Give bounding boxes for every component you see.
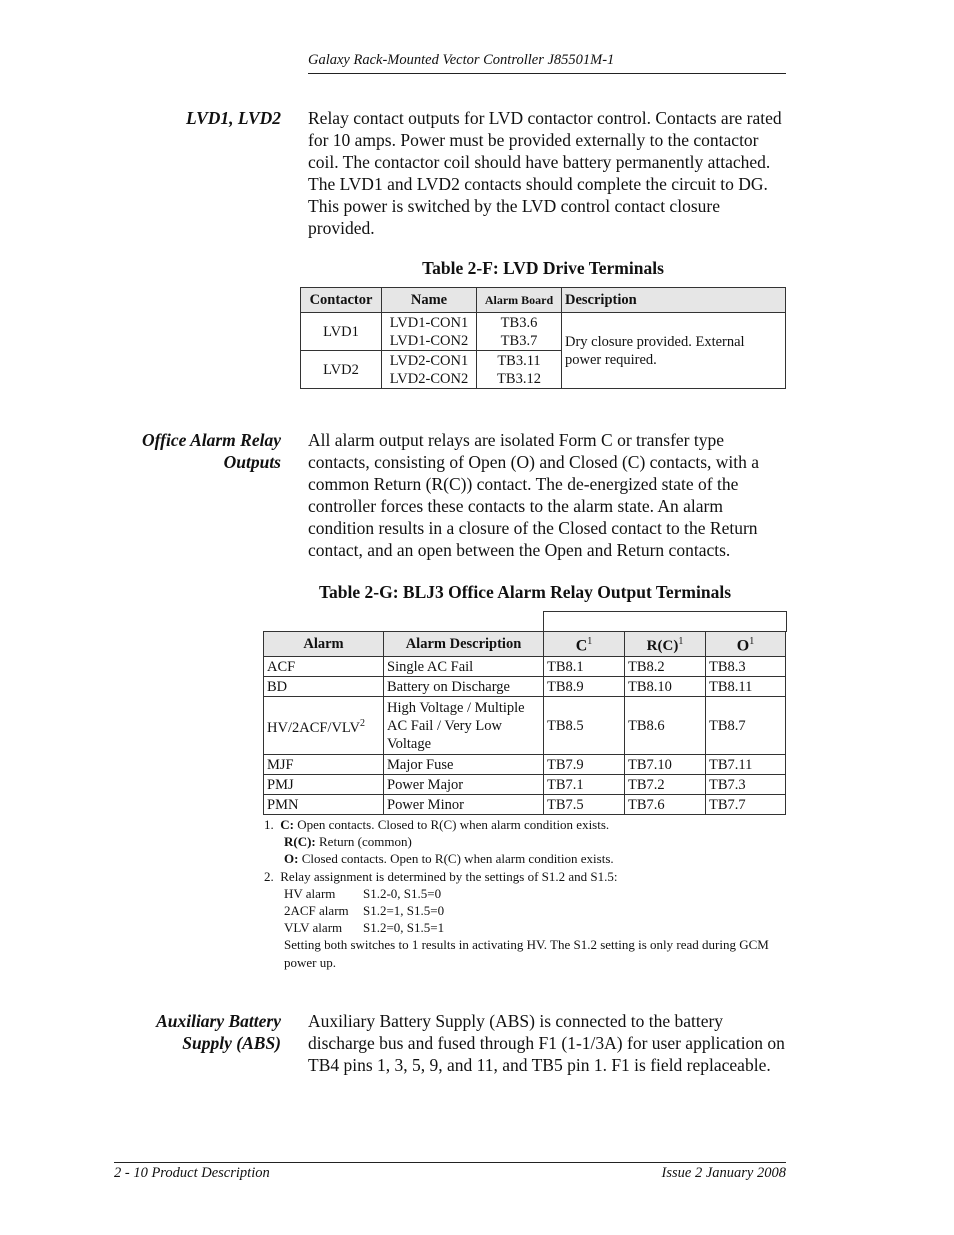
header-alarm: Alarm: [264, 632, 384, 657]
setting-label: 2ACF alarm: [284, 903, 349, 919]
header-contactor: Contactor: [301, 288, 382, 313]
setting-row: [264, 902, 794, 919]
setting-label: HV alarm: [284, 885, 336, 901]
name-value: LVD1-CON1: [389, 314, 469, 331]
header-alarm-board: Alarm Board: [477, 288, 562, 313]
rc-cell: TB7.2: [625, 775, 706, 795]
name-cell: [382, 313, 477, 351]
header-description: Description: [562, 288, 786, 313]
terminal-cell: [477, 313, 562, 351]
alarm-description-cell: Single AC Fail: [384, 657, 544, 677]
alarm-value: HV/2ACF/VLV: [267, 719, 360, 736]
note-text: Return (common): [319, 834, 412, 850]
note-text: Relay assignment is determined by the settings of S1.2 and S1.5:: [280, 868, 618, 884]
table-row: [264, 755, 786, 775]
o-cell: TB7.11: [706, 755, 786, 775]
name-cell: [382, 351, 477, 389]
table-f-caption: Table 2-F: LVD Drive Terminals: [422, 258, 664, 278]
heading-line: Outputs: [223, 452, 281, 472]
note-text: Setting both switches to 1 results in activating HV. The S1.2 setting is only read during GCM power up.: [284, 937, 769, 970]
o-cell: TB7.3: [706, 775, 786, 795]
footnote-ref: 2: [359, 717, 365, 729]
section-heading-lvd: LVD1, LVD2: [186, 108, 281, 128]
group-header-box: [543, 611, 787, 632]
rc-cell: TB8.10: [625, 677, 706, 697]
note-text: Open contacts. Closed to R(C) when alarm condition exists.: [297, 817, 610, 832]
c-cell: TB8.1: [544, 657, 625, 677]
name-value: LVD2-CON1: [389, 352, 469, 369]
o-cell: TB8.3: [706, 657, 786, 677]
setting-label: VLV alarm: [284, 920, 343, 936]
o-cell: TB8.11: [706, 677, 786, 697]
heading-line: Supply (ABS): [182, 1033, 281, 1053]
note-text: Closed contacts. Open to R(C) when alarm condition exists.: [301, 851, 614, 867]
note-2: [264, 868, 794, 885]
o-cell: TB7.7: [706, 795, 786, 815]
c-cell: TB8.9: [544, 677, 625, 697]
table-row: [264, 677, 786, 697]
office-alarm-relay-table: [263, 631, 786, 815]
contactor-cell: LVD1: [301, 313, 382, 351]
c-cell: TB7.9: [544, 755, 625, 775]
table-row: [301, 313, 786, 351]
note-term: O:: [284, 851, 299, 867]
name-value: LVD2-CON2: [389, 370, 469, 387]
abs-body-text: Auxiliary Battery Supply (ABS) is connected to the battery discharge bus and fused through F1 (1-1/3A) for user application on TB4 pins 1, 3, 5, 9, and 11, and TB5 pin 1. F1 is field replaceable.: [308, 1011, 785, 1075]
footnote-ref: 1: [678, 636, 684, 647]
footer-issue-date: Issue 2 January 2008: [661, 1165, 786, 1181]
alarm-cell: PMN: [264, 795, 384, 815]
name-value: LVD1-CON2: [389, 332, 469, 349]
section-heading-abs: [81, 1010, 281, 1054]
alarm-cell: [264, 697, 384, 755]
rc-cell: TB7.10: [625, 755, 706, 775]
alarm-description-cell: Major Fuse: [384, 755, 544, 775]
table-notes: [264, 816, 794, 971]
table-row: [264, 657, 786, 677]
setting-value: S1.2=0, S1.5=1: [363, 920, 445, 936]
footer-page-label: 2 - 10 Product Description: [114, 1165, 270, 1181]
running-header: Galaxy Rack-Mounted Vector Controller J85501M-1: [308, 52, 786, 74]
section-heading-office-alarm: [81, 429, 281, 473]
header-rc-label: R(C): [646, 638, 679, 654]
header-c: [544, 632, 625, 657]
table-header-row: [264, 632, 786, 657]
note-number: 2.: [264, 868, 274, 884]
header-rc: [625, 632, 706, 657]
header-o-label: O: [736, 637, 750, 655]
note-number: 1.: [264, 817, 274, 832]
heading-line: Office Alarm Relay: [141, 430, 281, 450]
lvd-drive-terminals-table: [300, 287, 786, 389]
setting-row: [264, 885, 794, 902]
terminal-value: TB3.12: [497, 370, 541, 387]
lvd-body-text: Relay contact outputs for LVD contactor control. Contacts are rated for 10 amps. Power must be provided externally to the contactor coil. The contactor coil should have battery permanently attached. The LVD1 and LVD2 contacts should complete the circuit to DG. This power is switched by the LVD control contact closure provided.: [308, 108, 782, 238]
header-alarm-description: Alarm Description: [384, 632, 544, 657]
c-cell: TB8.5: [544, 697, 625, 755]
terminal-value: TB3.11: [497, 352, 541, 369]
table-row: [264, 697, 786, 755]
header-c-label: C: [575, 637, 588, 655]
note-term: R(C):: [284, 834, 316, 850]
rc-cell: TB8.2: [625, 657, 706, 677]
setting-value: S1.2-0, S1.5=0: [363, 885, 442, 901]
table-header-row: [301, 288, 786, 313]
terminal-value: TB3.6: [500, 314, 538, 331]
alarm-description-cell: Power Minor: [384, 795, 544, 815]
alarm-cell: PMJ: [264, 775, 384, 795]
alarm-cell: MJF: [264, 755, 384, 775]
heading-line: Auxiliary Battery: [156, 1011, 281, 1031]
o-cell: TB8.7: [706, 697, 786, 755]
alarm-description-cell: High Voltage / Multiple AC Fail / Very Low Voltage: [384, 697, 544, 755]
note-term: C:: [280, 817, 294, 832]
setting-value: S1.2=1, S1.5=0: [363, 903, 445, 919]
terminal-cell: [477, 351, 562, 389]
c-cell: TB7.5: [544, 795, 625, 815]
terminal-value: TB3.7: [500, 332, 538, 349]
table-row: [264, 795, 786, 815]
header-name: Name: [382, 288, 477, 313]
rc-cell: TB8.6: [625, 697, 706, 755]
alarm-cell: BD: [264, 677, 384, 697]
table-g-caption: Table 2-G: BLJ3 Office Alarm Relay Output Terminals: [318, 582, 732, 602]
page-footer: [114, 1162, 786, 1182]
alarm-cell: ACF: [264, 657, 384, 677]
note-line: [264, 850, 794, 867]
footnote-ref: 1: [587, 635, 593, 647]
header-o: [706, 632, 786, 657]
note-line: [264, 833, 794, 850]
description-cell: Dry closure provided. External power required.: [562, 313, 786, 389]
alarm-description-cell: Power Major: [384, 775, 544, 795]
rc-cell: TB7.6: [625, 795, 706, 815]
contactor-cell: LVD2: [301, 351, 382, 389]
table-row: [264, 775, 786, 795]
note-1: [264, 816, 794, 833]
setting-row: [264, 919, 794, 936]
footnote-ref: 1: [749, 635, 755, 647]
office-alarm-body-text: All alarm output relays are isolated Form C or transfer type contacts, consisting of Open (O) and Closed (C) contacts, with a common Return (R(C)) contact. The de-energized state of the controller forces these contacts to the alarm state. An alarm condition results in a closure of the Closed contact to the Return contact, and an open between the Open and Return contacts.: [308, 430, 760, 560]
c-cell: TB7.1: [544, 775, 625, 795]
alarm-description-cell: Battery on Discharge: [384, 677, 544, 697]
